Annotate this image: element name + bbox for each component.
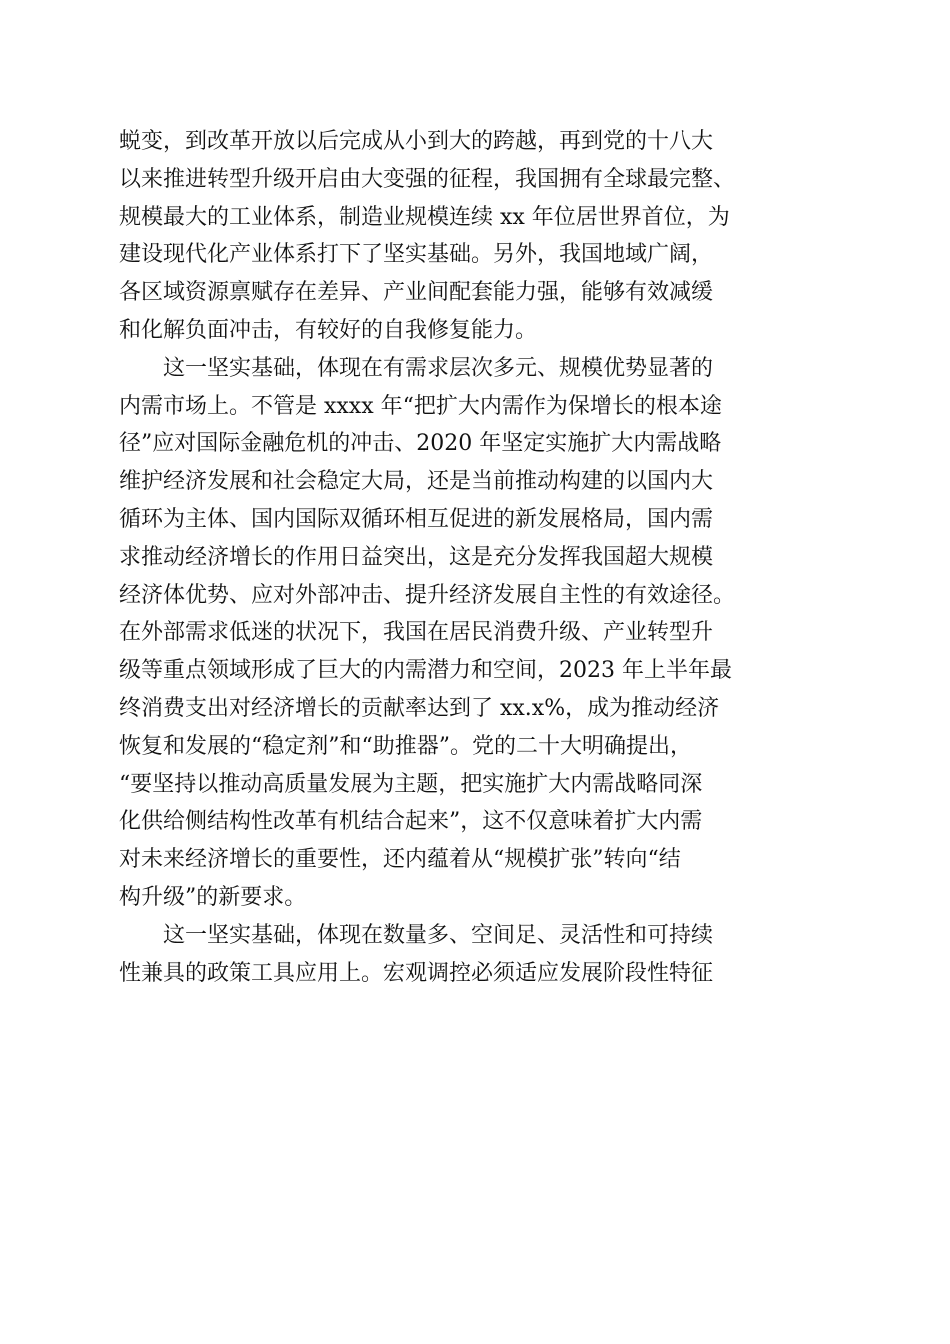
text-line: 对未来经济增长的重要性，还内蕴着从“规模扩张”转向“结 (119, 847, 681, 873)
text-line: 各区域资源禀赋存在差异、产业间配套能力强，能够有效减缓 (119, 280, 714, 306)
text-line: 性兼具的政策工具应用上。宏观调控必须适应发展阶段性特征 (119, 960, 714, 986)
text-line: 规模最大的工业体系，制造业规模连续 xx 年位居世界首位，为 (119, 204, 730, 230)
text-line: 建设现代化产业体系打下了坚实基础。另外，我国地域广阔， (119, 242, 714, 268)
text-line: 终消费支出对经济增长的贡献率达到了 xx.x%，成为推动经济 (119, 695, 720, 721)
text-line: 恢复和发展的“稳定剂”和“助推器”。党的二十大明确提出， (119, 733, 692, 759)
text-line: 化供给侧结构性改革有机结合起来”，这不仅意味着扩大内需 (119, 809, 703, 835)
text-line: 这一坚实基础，体现在数量多、空间足、灵活性和可持续 (163, 922, 714, 948)
text-line: 和化解负面冲击，有较好的自我修复能力。 (119, 317, 538, 343)
body-text (119, 123, 839, 992)
text-line: “要坚持以推动高质量发展为主题，把实施扩大内需战略同深 (119, 771, 703, 797)
text-line: 级等重点领域形成了巨大的内需潜力和空间，2023 年上半年最 (119, 658, 732, 684)
text-line: 以来推进转型升级开启由大变强的征程，我国拥有全球最完整、 (119, 166, 736, 192)
text-line: 构升级”的新要求。 (119, 884, 307, 910)
text-line: 循环为主体、国内国际双循环相互促进的新发展格局，国内需 (119, 506, 714, 532)
text-line: 求推动经济增长的作用日益突出，这是充分发挥我国超大规模 (119, 544, 714, 570)
text-line: 内需市场上。不管是 xxxx 年“把扩大内需作为保增长的根本途 (119, 393, 722, 419)
text-line: 经济体优势、应对外部冲击、提升经济发展自主性的有效途径。 (119, 582, 736, 608)
text-line: 径”应对国际金融危机的冲击、2020 年坚定实施扩大内需战略 (119, 431, 722, 457)
text-line: 蜕变，到改革开放以后完成从小到大的跨越，再到党的十八大 (119, 129, 714, 154)
text-line: 维护经济发展和社会稳定大局，还是当前推动构建的以国内大 (119, 469, 714, 495)
text-line: 这一坚实基础，体现在有需求层次多元、规模优势显著的 (163, 355, 714, 381)
text-line: 在外部需求低迷的状况下，我国在居民消费升级、产业转型升 (119, 620, 714, 646)
